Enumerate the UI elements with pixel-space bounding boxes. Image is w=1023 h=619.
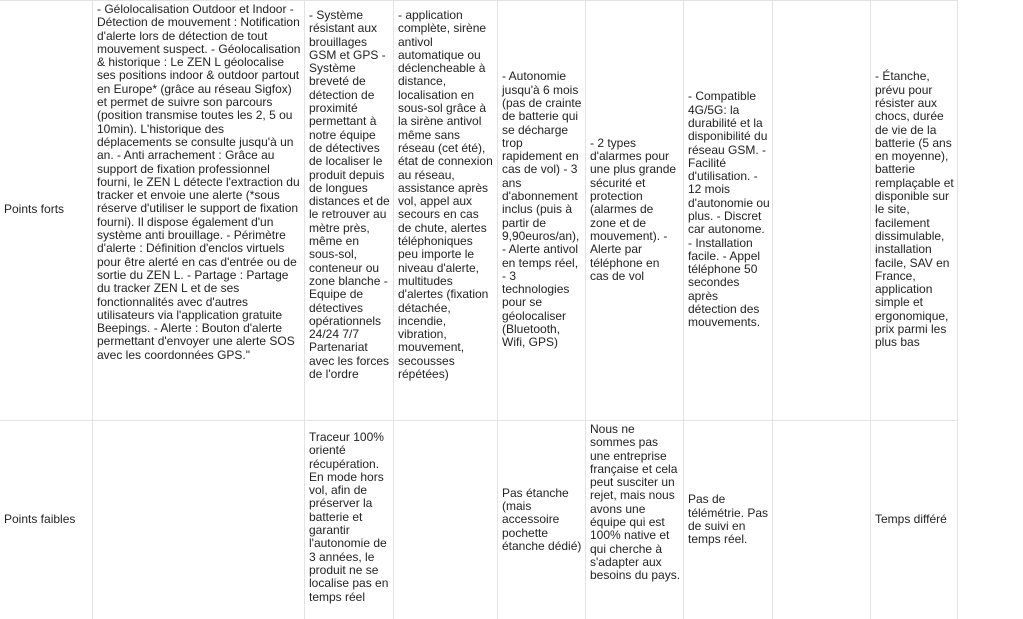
cell-forts-col6: - Compatible 4G/5G: la durabilité et la disponibilité du réseau GSM. - Facilité d'utilisation. - 12 mois d'autonomie ou plus. - Discret car autonome. - Installation facile. - Appel téléphone 50 secondes après détection des mouvements. (688, 89, 770, 330)
cell-forts-col7 (773, 0, 870, 420)
cell-faibles-col7 (773, 421, 870, 619)
cell-faibles-col1 (93, 421, 304, 619)
cell-forts-col2: - Système résistant aux brouillages GSM et GPS - Système breveté de détection de proximité permettant à notre équipe de détectives de localiser le produit depuis de longues distances et de le retrouver au mètre près, même en sous-sol, conteneur ou zone blanche - Equipe de détectives opérationnels 24/24 7/7 Partenariat avec les forces de l'ordre (309, 8, 390, 382)
cell-faibles-col5: Nous ne sommes pas une entreprise française et cela peut susciter un rejet, mais nous avons une équipe qui est 100% native et qui cherche à s'adapter aux besoins du pays. (590, 422, 681, 583)
cell-forts-col1: - Gélolocalisation Outdoor et Indoor - Détection de mouvement : Notification d'alerte lors de détection de tout mouvement suspect. - Géolocalisation & historique : Le ZEN L géolocalise ses positions indoor & outdoor partout en Europe* (grâce au réseau Sigfox) et permet de suivre son parcours (position transmise toutes les 2, 5 ou 10min). L'historique des déplacements se consulte jusqu'à un an. - Anti arrachement : Grâce au support de fixation professionnel fourni, le ZEN L détecte l'extraction du tracker et envoie une alerte (*sous réserve d'utiliser le support de fixation fourni). Il dispose également d'un système anti brouillage. - Périmètre d'alerte : Définition d'enclos virtuels pour être alerté en cas d'entrée ou de sortie du ZEN L. - Partage : Partage du tracker ZEN L et de ses fonctionnalités avec d'autres utilisateurs via l'application gratuite Beepings. - Alerte : Bouton d'alerte permettant d'envoyer une alerte SOS avec les coordonnées GPS." (97, 2, 301, 362)
cell-forts-col3: - application complète, sirène antivol automatique ou déclencheable à distance, localisation en sous-sol grâce à la sirène antivol même sans réseau (cet été), état de connexion au réseau, assistance après vol, appel aux secours en cas de chute, alertes téléphoniques peu importe le niveau d'alerte, multitudes d'alertes (fixation détachée, incendie, vibration, mouvement, secousses répétées) (398, 8, 493, 382)
cell-faibles-col6: Pas de télémétrie. Pas de suivi en temps réel. (688, 492, 769, 547)
row-label-points-faibles: Points faibles (4, 512, 76, 527)
cell-forts-col4: - Autonomie jusqu'à 6 mois (pas de crainte de batterie qui se décharge trop rapidement en cas de vol) - 3 ans d'abonnement inclus (puis à partir de 9,90euros/an), - Alerte antivol en temps réel, - 3 technologies pour se géolocaliser (Bluetooth, Wifi, GPS) (502, 69, 582, 350)
cell-forts-col5: - 2 types d'alarmes pour une plus grande sécurité et protection (alarmes de zone et de mouvement). - Alerte par téléphone en cas de vol (590, 135, 677, 283)
cell-faibles-col4: Pas étanche (mais accessoire pochette étanche dédié) (502, 485, 582, 553)
row-label-points-forts: Points forts (4, 202, 65, 217)
column-divider (957, 0, 958, 619)
cell-faibles-col3 (394, 421, 497, 619)
cell-faibles-col8: Temps différé (875, 512, 947, 527)
cell-faibles-col2: Traceur 100% orienté récupération. En mode hors vol, afin de préserver la batterie et garantir l'autonomie de 3 années, le produit ne se localise pas en temps réel (309, 430, 389, 604)
cell-forts-col8: - Étanche, prévu pour résister aux chocs, durée de vie de la batterie (5 ans en moyenne), batterie remplaçable et disponible sur le site, facilement dissimulable, installation facile, SAV en France, application simple et ergonomique, prix parmi les plus bas (875, 69, 954, 350)
